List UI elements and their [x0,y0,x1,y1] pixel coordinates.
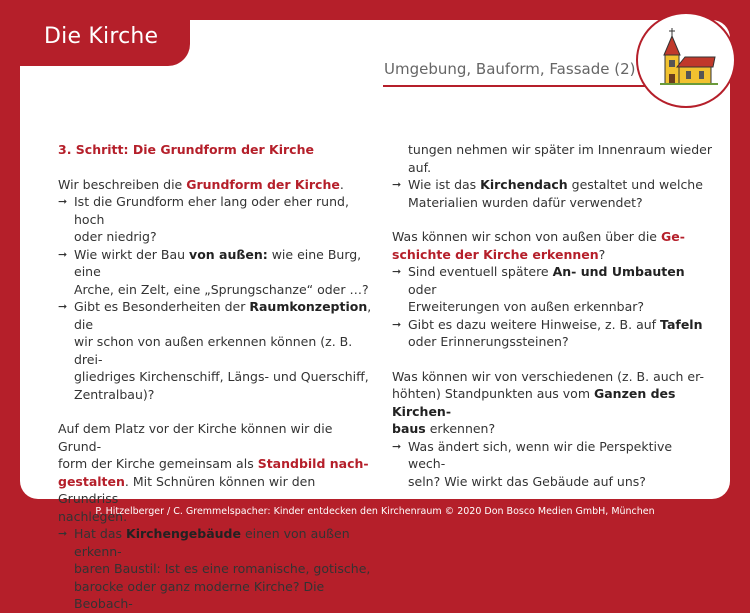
arrow-right-icon: ➞ [58,300,68,313]
left-column: 3. Schritt: Die Grundform der Kirche Wir beschreiben die Grundform der Kirche. ➞ Ist die Grundform eher lang oder eher rund, hoch oder niedrig? ➞ Wie wirkt der Bau von außen: wie eine Burg, eine Arche, ein Zelt, eine „Sprungschanze“ oder …? ➞ Gibt es Besonderheiten der Raumkonzeption, die wir schon von außen erkennen können (z. B. drei- gliedriges Kirchenschiff, Längs- und Querschiff, Zentralbau)? Auf dem Platz vor der Kirche können wir die Grund- form der Kirche gemeinsam als Standbild nach- gestalten. Mit Schnüren können wir den Grundriss nachlegen. ➞ Hat das Kirchengebäude einen von außen erkenn- baren Baustil: Ist es eine romanische, gotische, barocke oder ganz moderne Kirche? Die Beobach- [58,142,372,611]
arrow-right-icon: ➞ [392,317,402,331]
page-title: Die Kirche [44,24,159,49]
list-item: ➞ Was ändert sich, wenn wir die Perspektive wech- seln? Wie wirkt das Gebäude auf uns? [392,438,673,489]
highlight-standbild: Standbild nach- [257,456,369,471]
list-item: ➞ Hat das Kirchengebäude einen von außen erkenn- baren Baustil: Ist es eine romanische, gotische, barocke oder ganz moderne Kirche? Die Beobach- [58,526,371,611]
highlight-geschichte: schichte der Kirche erkennen [392,246,599,262]
section-heading: 3. Schritt: Die Grundform der Kirche [58,142,314,157]
arrow-right-icon: ➞ [58,247,68,261]
footer-credits: P. Hitzelberger / C. Gremmelspacher: Kinder entdecken den Kirchenraum © 2020 Don Bosco Medien GmbH, München [95,506,655,517]
arrow-right-icon: ➞ [58,195,68,208]
list-item: ➞ Gibt es Besonderheiten der Raumkonzeption, die wir schon von außen erkennen können (z. B. drei- gliedriges Kirchenschiff, Längs- und Querschiff, Zentralbau)? [58,299,372,402]
arrow-right-icon: ➞ [392,178,402,191]
list-item: ➞ Gibt es dazu weitere Hinweise, z. B. auf Tafeln oder Erinnerungssteinen? [392,316,703,349]
list-item: ➞ Sind eventuell spätere An- und Umbauten oder Erweiterungen von außen erkennbar? [392,264,685,314]
list-item: ➞ Wie ist das Kirchendach gestaltet und welche Materialien wurden dafür verwendet? [392,177,703,210]
highlight-grundform: Grundform der Kirche [186,176,340,192]
subtitle-underline [383,85,649,87]
arrow-right-icon: ➞ [392,439,402,453]
arrow-right-icon: ➞ [58,527,68,540]
list-item: ➞ Ist die Grundform eher lang oder eher rund, hoch oder niedrig? [58,194,349,244]
arrow-right-icon: ➞ [392,265,402,278]
page-subtitle: Umgebung, Bauform, Fassade (2) [384,60,636,78]
list-item: ➞ Wie wirkt der Bau von außen: wie eine Burg, eine Arche, ein Zelt, eine „Sprungschanze“ oder …? [58,246,369,297]
right-column: tungen nehmen wir später im Innenraum wieder auf. ➞ Wie ist das Kirchendach gestaltet und welche Materialien wurden dafür verwendet? Was können wir schon von außen über die Ge- schichte der Kirche erkennen? ➞ Sind eventuell spätere An- und Umbauten oder Erweiterungen von außen erkennbar? ➞ Gibt es dazu weitere Hinweise, z. B. auf Tafeln oder Erinnerungssteinen? Was können wir von verschiedenen (z. B. auch er- höhten) Standpunkten aus vom Ganzen des Kirchen- baus erkennen? ➞ Was ändert sich, wenn wir die Perspektive wech- seln? Wie wirkt das Gebäude auf uns? [392,142,712,489]
church-badge [636,12,736,108]
list-item-continued: tungen nehmen wir später im Innenraum wieder auf. [408,142,712,175]
church-icon [638,14,734,106]
intro-line: Wir beschreiben die Grundform der Kirche. [58,176,344,192]
